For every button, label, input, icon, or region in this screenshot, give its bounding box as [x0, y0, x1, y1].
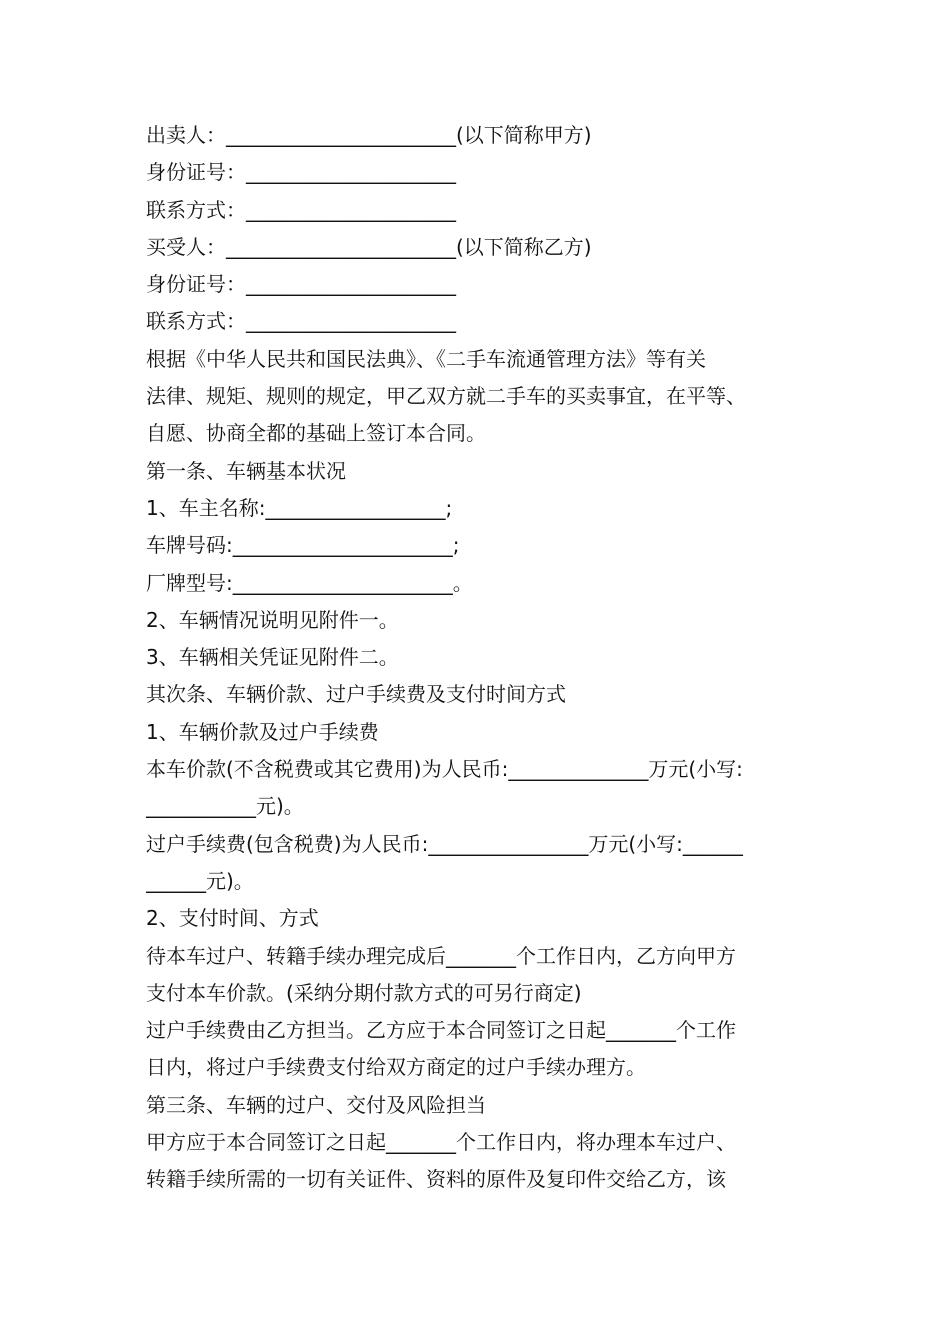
buyer-id-line: 身份证号：_____________________ — [146, 272, 456, 297]
payment-line-1: 待本车过户、转籍手续办理完成后_______个工作日内，乙方向甲方 — [146, 943, 736, 968]
contract-text — [146, 117, 816, 1199]
price-fee-subheading: 1、车辆价款及过户手续费 — [146, 719, 379, 744]
fee-payment-line-1: 过户手续费由乙方担当。乙方应于本合同签订之日起_______个工作 — [146, 1018, 736, 1043]
buyer-contact-line: 联系方式：_____________________ — [146, 309, 456, 334]
seller-contact-line: 联系方式：_____________________ — [146, 197, 456, 222]
brand-model-line: 厂牌型号:______________________。 — [146, 570, 473, 595]
fee-payment-line-2: 日内，将过户手续费支付给双方商定的过户手续办理方。 — [146, 1055, 646, 1080]
preamble-line-1: 根据《中华人民共和国民法典》、《二手车流通管理方法》等有关 — [146, 346, 706, 371]
price-line-1: 本车价款(不含税费或其它费用)为人民币:______________万元(小写: — [146, 757, 743, 782]
preamble-line-3: 自愿、协商全都的基础上签订本合同。 — [146, 421, 486, 446]
seller-id-line: 身份证号：_____________________ — [146, 160, 456, 185]
vehicle-docs-line: 3、车辆相关凭证见附件二。 — [146, 645, 399, 670]
transfer-line-2: 转籍手续所需的一切有关证件、资料的原件及复印件交给乙方，该 — [146, 1167, 726, 1192]
transfer-fee-line-2: ______元)。 — [146, 868, 254, 893]
transfer-line-1: 甲方应于本合同签订之日起_______个工作日内，将办理本车过户、 — [146, 1130, 736, 1155]
payment-line-2: 支付本车价款。(采纳分期付款方式的可另行商定) — [146, 980, 582, 1005]
plate-number-line: 车牌号码:______________________; — [146, 533, 460, 558]
preamble-line-2: 法律、规矩、规则的规定，甲乙双方就二手车的买卖事宜，在平等、 — [146, 384, 746, 409]
payment-subheading: 2、支付时间、方式 — [146, 906, 319, 931]
transfer-fee-line-1: 过户手续费(包含税费)为人民币:________________万元(小写:______ — [146, 831, 743, 856]
seller-line: 出卖人：_______________________(以下简称甲方) — [146, 123, 592, 147]
article-3-heading: 第三条、车辆的过户、交付及风险担当 — [146, 1092, 486, 1117]
owner-name-line: 1、车主名称:__________________; — [146, 495, 453, 520]
article-2-heading: 其次条、车辆价款、过户手续费及支付时间方式 — [146, 682, 566, 707]
price-line-2: ___________元)。 — [146, 794, 304, 819]
buyer-line: 买受人：_______________________(以下简称乙方) — [146, 234, 592, 259]
vehicle-info-line: 2、车辆情况说明见附件一。 — [146, 607, 399, 632]
article-1-heading: 第一条、车辆基本状况 — [146, 458, 346, 483]
